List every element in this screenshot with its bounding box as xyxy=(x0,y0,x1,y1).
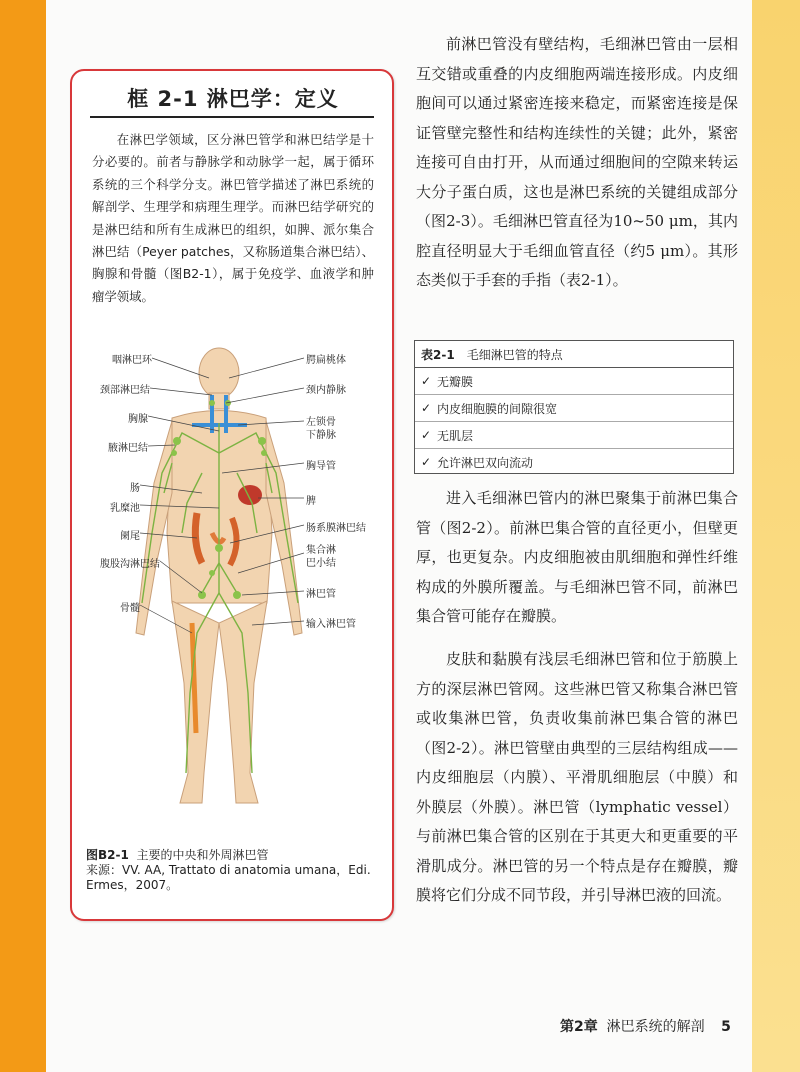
table-row xyxy=(415,422,733,449)
label-axillary-nodes: 腋淋巴结 xyxy=(108,443,148,454)
label-cisterna-chyli: 乳糜池 xyxy=(110,503,140,514)
page-edge-right xyxy=(752,0,800,1072)
table-header xyxy=(415,341,733,368)
page-edge-left xyxy=(0,0,46,1072)
label-lymphatic-vessel: 淋巴管 xyxy=(306,589,336,600)
label-thymus: 胸腺 xyxy=(128,414,148,425)
caption-title: 主要的中央和外周淋巴管 xyxy=(136,848,269,862)
label-palatine-tonsil: 腭扁桃体 xyxy=(306,355,346,366)
label-thoracic-duct: 胸导管 xyxy=(306,461,336,472)
definition-box xyxy=(70,69,394,921)
checkmark-icon: ✓ xyxy=(421,428,432,442)
label-mesenteric-nodes: 肠系膜淋巴结 xyxy=(306,523,366,534)
footer-title: 淋巴系统的解剖 xyxy=(606,1019,705,1035)
page-number: 5 xyxy=(721,1019,731,1035)
body-paragraph-1: 前淋巴管没有壁结构，毛细淋巴管由一层相互交错或重叠的内皮细胞两端连接形成。内皮细胞间可以通过紧密连接来稳定，而紧密连接是保证管壁完整性和结构连续性的关键；此外，紧密连接可自由打开，从而通过细胞间的空隙来转运大分子蛋白质，这也是淋巴系统的关键组成部分（图2-3）。毛细淋巴管直径为10~50 μm，其内腔直径明显大于毛细血管直径（约5 μm）。其形态类似于手套的手指（表2-1）。 xyxy=(416,35,738,289)
body-paragraph-2: 进入毛细淋巴管内的淋巴聚集于前淋巴集合管（图2-2）。前淋巴集合管的直径更小，但壁更厚，也更复杂。内皮细胞被由肌细胞和弹性纤维构成的外膜所覆盖。与毛细淋巴管不同，前淋巴集合管可能存在瓣膜。 xyxy=(416,489,738,625)
label-afferent-vessel: 输入淋巴管 xyxy=(306,619,356,630)
label-lymphoid-nodules-1: 集合淋 xyxy=(306,545,336,556)
box-title-rule xyxy=(90,116,374,118)
label-internal-jugular: 颈内静脉 xyxy=(306,385,346,396)
body-illustration xyxy=(72,333,392,833)
box-text: 在淋巴学领域，区分淋巴管学和淋巴结学是十分必要的。前者与静脉学和动脉学一起，属于循环系统的三个科学分支。淋巴管学描述了淋巴系统的解剖学、生理学和病理生理学。而淋巴结学研究的是淋巴结和所有生成淋巴的组织，如脾、派尔集合淋巴结（Peyer patches，又称肠道集合淋巴结）、胸腺和骨髓（图B2-1），属于免疫学、血液学和肿瘤学领域。 xyxy=(92,132,374,304)
lymphatic-system-figure xyxy=(72,333,392,833)
table-row xyxy=(415,395,733,422)
checkmark-icon: ✓ xyxy=(421,455,432,469)
checkmark-icon: ✓ xyxy=(421,401,432,415)
table-cell: 无肌层 xyxy=(437,428,474,443)
table-id: 表2-1 xyxy=(421,347,455,362)
label-inguinal-nodes: 腹股沟淋巴结 xyxy=(100,559,160,570)
label-bone-marrow: 骨髓 xyxy=(120,603,140,614)
table-title: 毛细淋巴管的特点 xyxy=(466,347,563,362)
page-footer xyxy=(560,1016,731,1036)
table-row xyxy=(415,449,733,475)
label-left-subclavian-2: 下静脉 xyxy=(306,430,336,441)
label-cervical-nodes: 颈部淋巴结 xyxy=(100,385,150,396)
table-cell: 内皮细胞膜的间隙很宽 xyxy=(437,401,558,416)
footer-chapter: 第2章 xyxy=(560,1019,598,1035)
label-lymphoid-nodules-2: 巴小结 xyxy=(306,558,336,569)
label-intestine: 肠 xyxy=(130,483,140,494)
figure-caption xyxy=(86,848,386,893)
box-title: 框 2-1 淋巴学：定义 xyxy=(127,87,339,111)
label-pharyngeal-ring: 咽淋巴环 xyxy=(112,355,152,366)
body-paragraph-3: 皮肤和黏膜有浅层毛细淋巴管和位于筋膜上方的深层淋巴管网。这些淋巴管又称集合淋巴管或收集淋巴管，负责收集前淋巴集合管的淋巴（图2-2）。淋巴管壁由典型的三层结构组成——内皮细胞层（内膜）、平滑肌细胞层（中膜）和外膜层（外膜）。淋巴管（lymphatic vessel）与前淋巴集合管的区别在于其更大和更重要的平滑肌成分。淋巴管的另一个特点是存在瓣膜，瓣膜将它们分成不同节段，并引导淋巴液的回流。 xyxy=(416,650,738,904)
table-2-1 xyxy=(414,340,734,474)
caption-id: 图B2-1 xyxy=(86,848,129,862)
table-row xyxy=(415,368,733,395)
label-left-subclavian-1: 左锁骨 xyxy=(306,417,336,428)
label-appendix: 阑尾 xyxy=(120,531,140,542)
label-spleen: 脾 xyxy=(306,496,316,507)
table-cell: 允许淋巴双向流动 xyxy=(437,455,534,470)
checkmark-icon: ✓ xyxy=(421,374,432,388)
table-cell: 无瓣膜 xyxy=(437,374,474,389)
caption-source: 来源：VV. AA, Trattato di anatomia umana，Edi. Ermes，2007。 xyxy=(86,863,371,892)
